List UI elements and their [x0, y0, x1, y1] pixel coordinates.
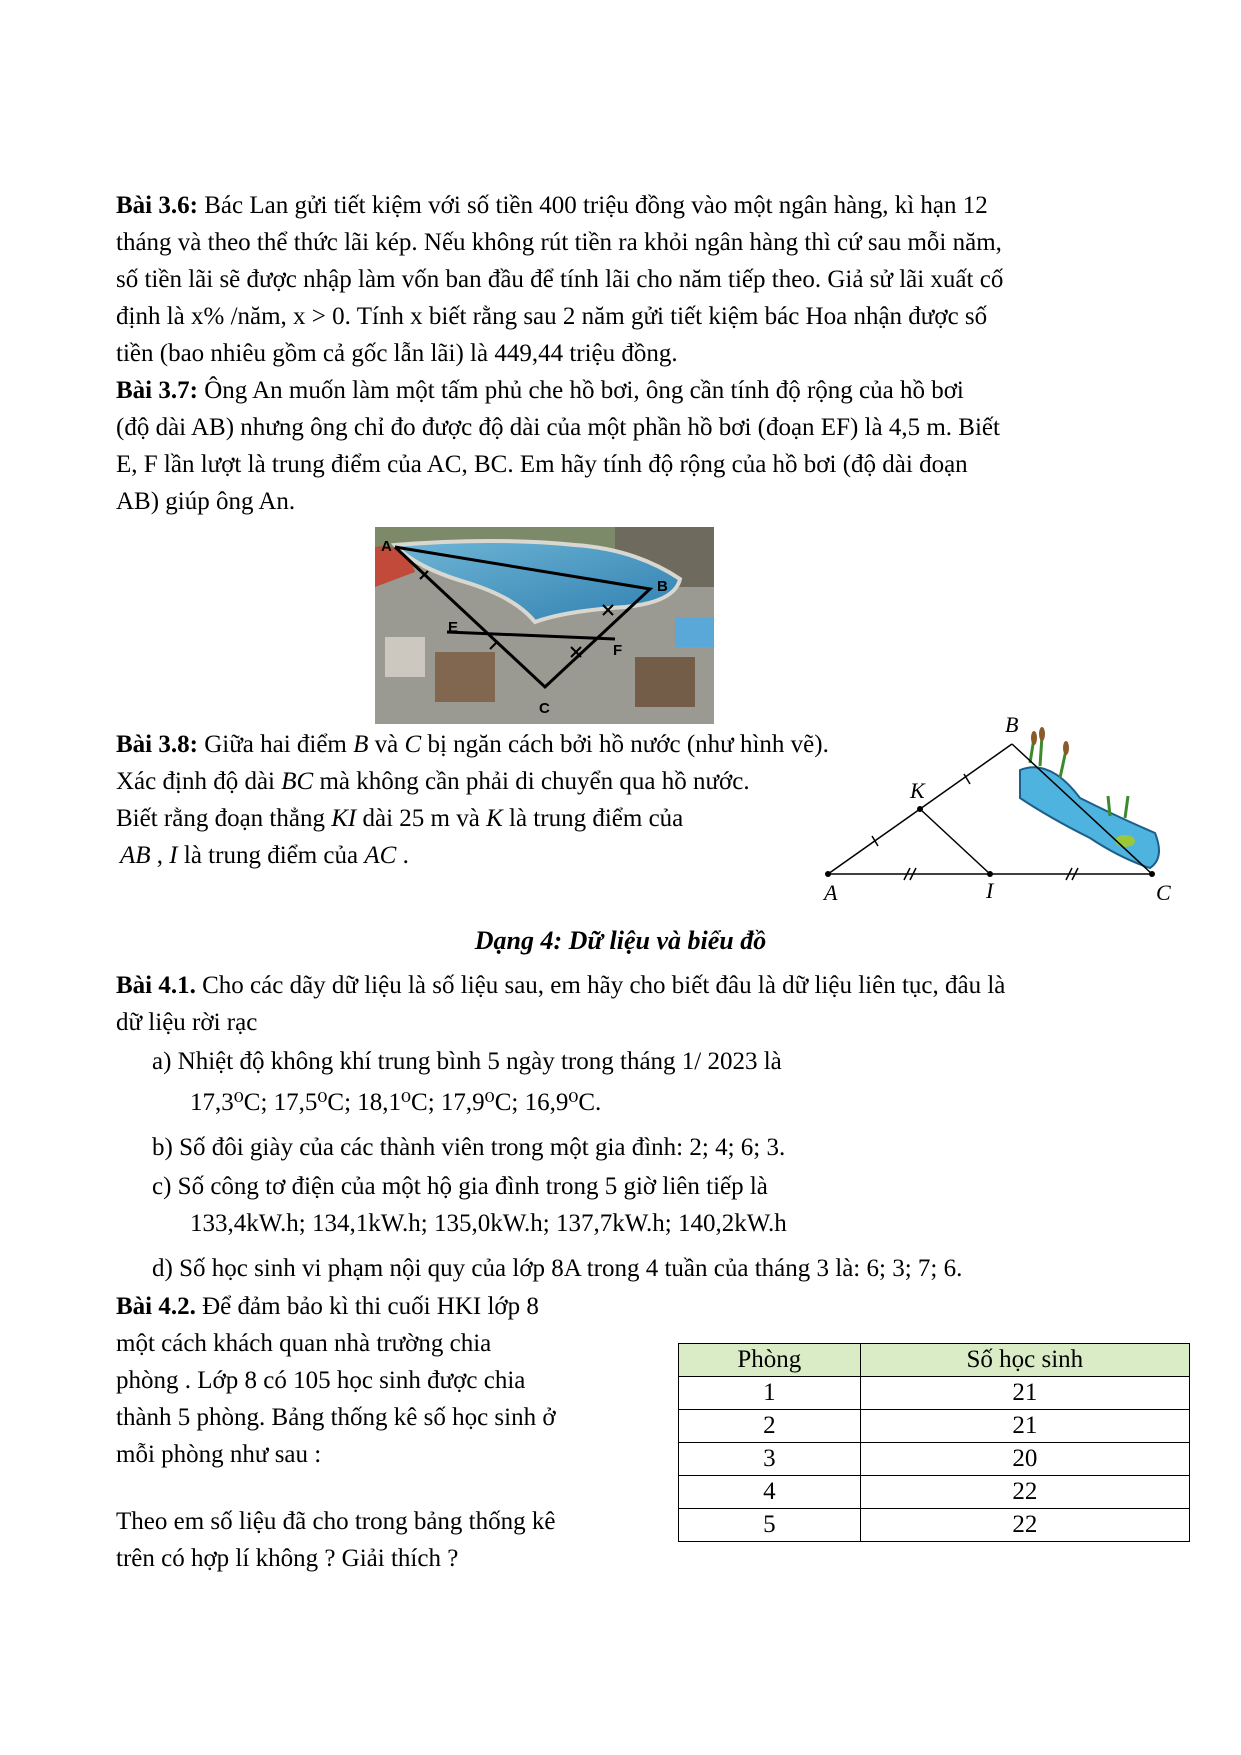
math-symbol: I [169, 842, 178, 869]
table-cell: 21 [860, 1410, 1189, 1443]
exercise-label: Bài 3.6: [116, 192, 198, 219]
exercise-3-6 [116, 187, 1126, 372]
text-fragment: , [150, 842, 170, 869]
text-line: thành 5 phòng. Bảng thống kê số học sinh ở [116, 1404, 556, 1431]
text-fragment: và [368, 731, 405, 758]
table-header-row [679, 1344, 1190, 1377]
column-header: Phòng [679, 1344, 861, 1377]
text-line: E, F lần lượt là trung điểm của AC, BC. Em hãy tính độ rộng của hồ bơi (độ dài đoạn [116, 451, 968, 478]
text-fragment: là trung điểm của [502, 805, 684, 832]
item-b: b) Số đôi giày của các thành viên trong một gia đình: 2; 4; 6; 3. [152, 1134, 786, 1161]
exercise-label: Bài 4.1. [116, 972, 196, 999]
text-line: tháng và theo thể thức lãi kép. Nếu không rút tiền ra khỏi ngân hàng thì cứ sau mỗi năm, [116, 229, 1002, 256]
table-cell: 4 [679, 1476, 861, 1509]
text-line: AB) giúp ông An. [116, 488, 296, 515]
table-row [679, 1410, 1190, 1443]
text-fragment: dài 25 m và [356, 805, 487, 832]
text-line: phòng . Lớp 8 có 105 học sinh được chia [116, 1367, 526, 1394]
point-label: I [986, 878, 994, 903]
math-symbol: B [353, 731, 369, 758]
text-fragment: . [396, 842, 409, 869]
text-line: (độ dài AB) nhưng ông chỉ đo được độ dài của một phần hồ bơi (đoạn EF) là 4,5 m. Biết [116, 414, 1000, 441]
point-label: F [613, 642, 623, 659]
point-label: C [1156, 880, 1171, 905]
text-line: mỗi phòng như sau : [116, 1441, 322, 1468]
table-cell: 22 [860, 1476, 1189, 1509]
text-line: Để đảm bảo kì thi cuối HKI lớp 8 [195, 1293, 539, 1320]
students-per-room-table [678, 1343, 1190, 1542]
item-a: a) Nhiệt độ không khí trung bình 5 ngày trong tháng 1/ 2023 là [152, 1048, 782, 1075]
text-line: tiền (bao nhiêu gồm cả gốc lẫn lãi) là 449,44 triệu đồng. [116, 340, 678, 367]
math-symbol: C [404, 731, 422, 758]
table-row [679, 1377, 1190, 1410]
text-fragment: là trung điểm của [177, 842, 365, 869]
text-fragment: Biết rằng đoạn thẳng [116, 805, 332, 832]
table-cell: 3 [679, 1443, 861, 1476]
exercise-4-2 [116, 1288, 636, 1577]
text-fragment: Giữa hai điểm [197, 731, 354, 758]
text-line: một cách khách quan nhà trường chia [116, 1330, 492, 1357]
table-row [679, 1476, 1190, 1509]
point-label: B [1005, 712, 1019, 737]
text-line: Bác Lan gửi tiết kiệm với số tiền 400 triệu đồng vào một ngân hàng, kì hạn 12 [204, 192, 988, 219]
exercise-3-8 [116, 726, 876, 874]
text-line: dữ liệu rời rạc [116, 1009, 258, 1036]
math-symbol: KI [331, 805, 357, 832]
item-a-values: 17,3⁰C; 17,5⁰C; 18,1⁰C; 17,9⁰C; 16,9⁰C. [190, 1089, 602, 1116]
lake-triangle-figure [820, 708, 1180, 908]
math-symbol: K [486, 805, 503, 832]
exercise-label: Bài 3.8: [116, 731, 198, 758]
point-label: A [824, 880, 838, 905]
column-header: Số học sinh [860, 1344, 1189, 1377]
point-label: E [448, 619, 459, 636]
text-line: số tiền lãi sẽ được nhập làm vốn ban đầu để tính lãi cho năm tiếp theo. Giả sử lãi xuất cố [116, 266, 1004, 293]
table-cell: 22 [860, 1509, 1189, 1542]
section-heading: Dạng 4: Dữ liệu và biểu đồ [474, 926, 767, 955]
table-cell: 5 [679, 1509, 861, 1542]
exercise-3-7 [116, 372, 1126, 520]
exercise-label: Bài 4.2. [116, 1293, 196, 1320]
pool-figure [375, 527, 714, 724]
table-row [679, 1443, 1190, 1476]
text-fragment: bị ngăn cách bởi hồ nước (như hình vẽ). [421, 731, 829, 758]
math-symbol: BC [281, 768, 314, 795]
point-label: A [381, 538, 392, 555]
exercise-4-1 [116, 967, 1126, 1041]
text-line: trên có hợp lí không ? Giải thích ? [116, 1545, 459, 1572]
item-c-values: 133,4kW.h; 134,1kW.h; 135,0kW.h; 137,7kW.h; 140,2kW.h [190, 1210, 787, 1237]
text-line: Ông An muốn làm một tấm phủ che hồ bơi, ông cần tính độ rộng của hồ bơi [197, 377, 964, 404]
table-cell: 21 [860, 1377, 1189, 1410]
text-line: định là x% /năm, x > 0. Tính x biết rằng sau 2 năm gửi tiết kiệm bác Hoa nhận được số [116, 303, 988, 330]
text-line: Cho các dãy dữ liệu là số liệu sau, em hãy cho biết đâu là dữ liệu liên tục, đâu là [195, 972, 1006, 999]
item-d: d) Số học sinh vi phạm nội quy của lớp 8A trong 4 tuần của tháng 3 là: 6; 3; 7; 6. [152, 1255, 963, 1282]
table-cell: 2 [679, 1410, 861, 1443]
table-cell: 1 [679, 1377, 861, 1410]
math-symbol: AC [364, 842, 397, 869]
point-label: B [657, 578, 668, 595]
text-fragment: Xác định độ dài [116, 768, 282, 795]
text-fragment: mà không cần phải di chuyển qua hồ nước. [313, 768, 750, 795]
point-label: C [539, 700, 550, 717]
point-label: K [910, 778, 925, 803]
item-c: c) Số công tơ điện của một hộ gia đình trong 5 giờ liên tiếp là [152, 1173, 768, 1200]
exercise-label: Bài 3.7: [116, 377, 198, 404]
table-row [679, 1509, 1190, 1542]
text-line: Theo em số liệu đã cho trong bảng thống kê [116, 1508, 556, 1535]
math-symbol: AB [120, 842, 151, 869]
table-cell: 20 [860, 1443, 1189, 1476]
